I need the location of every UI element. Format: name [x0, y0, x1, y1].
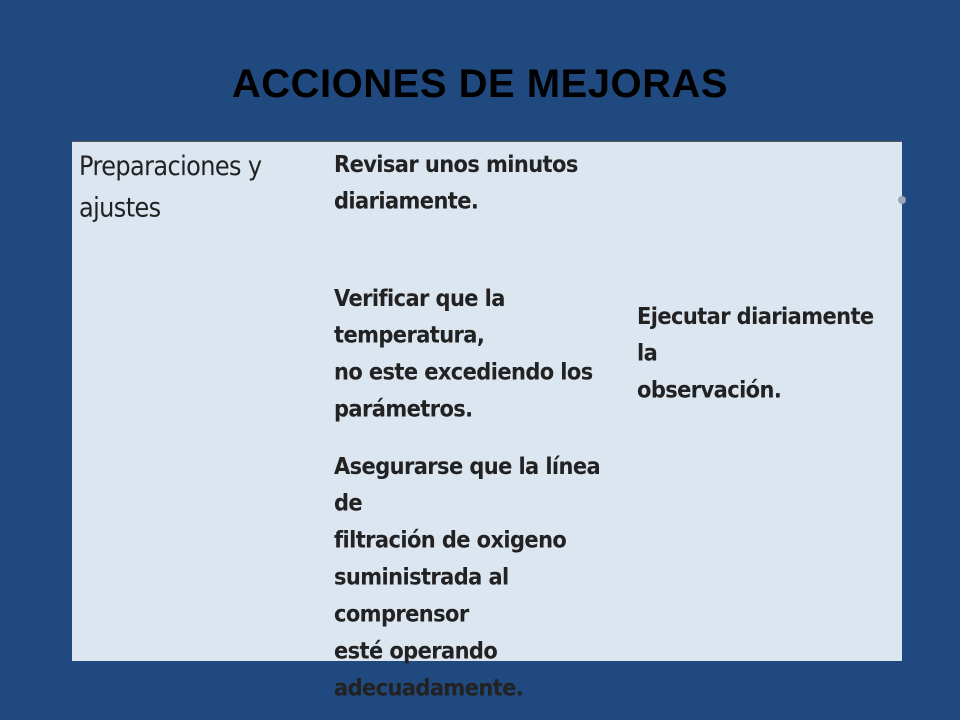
bullet-dot-icon [898, 196, 906, 204]
table-cell-frequency: Ejecutar diariamente la observación. [637, 302, 874, 404]
table-cell-action: Revisar unos minutos diariamente. [334, 150, 578, 215]
improvement-actions-table [72, 141, 902, 702]
slide-title: ACCIONES DE MEJORAS [231, 62, 729, 106]
table-cell-action: Verificar que la temperatura, no este excediendo los parámetros. [334, 284, 593, 423]
table-cell-action: Asegurarse que la línea de filtración de oxigeno suministrada al comprensor esté operando adecuadamente. [334, 452, 601, 702]
table-cell-category: Preparaciones y ajustes [79, 150, 262, 224]
